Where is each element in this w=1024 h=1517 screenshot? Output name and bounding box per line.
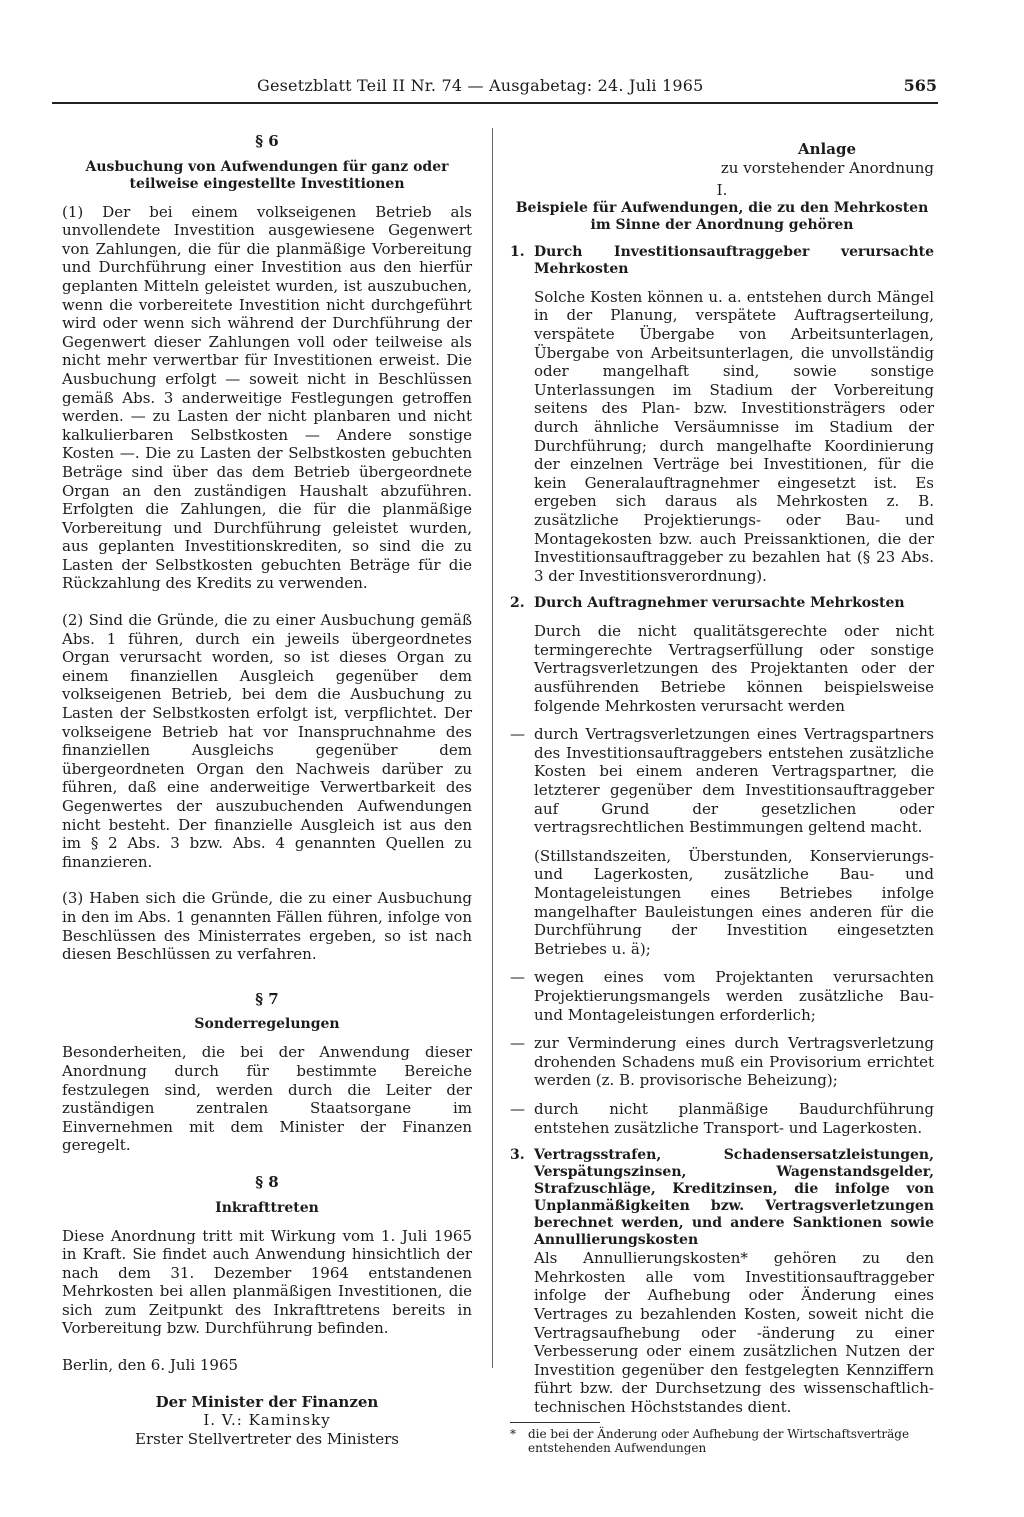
page-number: 565 (903, 76, 937, 95)
footnote-text: die bei der Änderung oder Aufhebung der Wirtschaftsverträge entstehenden Aufwendungen (528, 1427, 910, 1456)
section-6-number: § 6 (255, 132, 279, 150)
list-item (510, 725, 934, 837)
item-1-paragraph: Solche Kosten können u. a. entstehen durch Mängel in der Planung, verspätete Auftragserteilung, verspätete Übergabe von Arbeitsunterlagen, Übergabe von Arbeitsunterlagen, die unvollständig oder mangelhaft sind, sowie sonstige Unterlassungen im Stadium der Vorbereitung seitens des Plan- bzw. Investitionsträgers oder durch ähnliche Versäumnisse im Stadium der Durchführung; durch mangelhafte Koordinierung der einzelnen Verträge bei Investitionen, für die kein Generalauftragnehmer eingesetzt ist. Es ergeben sich daraus als Mehrkosten z. B. zusätzliche Projektierungs- oder Bau- und Montagekosten bzw. auch Preissanktionen, die der Investitionsauftraggeber zu bezahlen hat (§ 23 Abs. 3 der Investitionsverordnung). (534, 287, 934, 585)
left-column (62, 132, 472, 1448)
dash-item-4-text: durch nicht planmäßige Baudurchführung entstehen zusätzliche Transport- und Lagerkosten. (534, 1099, 934, 1137)
dash-item-3-text: zur Verminderung eines durch Vertragsverletzung drohenden Schadens muß ein Provisorium errichtet werden (z. B. provisorische Beheizung); (534, 1034, 934, 1090)
annex-subtitle: zu vorstehender Anordnung (720, 158, 934, 177)
list-item (510, 1034, 934, 1090)
section-6-paragraph-1: (1) Der bei einem volkseigenen Betrieb als unvollendete Investition ausgewiesene Gegenwert von Zahlungen, die für die planmäßige Vorbereitung und Durchführung einer Investition aus den hierfür geplanten Mitteln geleistet wurden, ist auszubuchen, wenn die vorbereitete Investition nicht durchgeführt wird oder wenn sich während der Durchführung der Gegenwert dieser Zahlungen voll oder teilweise als nicht mehr verwertbar für Investitionen erweist. Die Ausbuchung erfolgt — soweit nicht in Beschlüssen gemäß Abs. 3 anderweitige Festlegungen getroffen werden. — zu Lasten der nicht planbaren und nicht kalkulierbaren Selbstkosten — Andere sonstige Kosten —. Die zu Lasten der Selbstkosten gebuchten Beträge sind über das dem Betrieb übergeordnete Organ an den zuständigen Haushalt abzuführen. Erfolgten die Zahlungen, die für die planmäßige Vorbereitung und Durchführung geleistet wurden, aus geplanten Investitionskrediten, so sind die zu Lasten der Selbstkosten gebuchten Beträge für die Rückzahlung des Kredits zu verwenden. (62, 202, 472, 593)
dash-item-1-parenthetical: (Stillstandszeiten, Überstunden, Konservierungs- und Lagerkosten, zusätzliche Bau- und Montageleistungen eines Betriebes infolge mangelhafter Bauleistungen eines anderen für die Durchführung der Investition eingesetzten Betriebes u. ä); (534, 846, 934, 958)
dash-marker: — (510, 1034, 525, 1053)
item-1-number: 1. (510, 243, 525, 260)
section-6-title-line-2: teilweise eingestellte Investitionen (129, 175, 405, 192)
annex-title-line-1: Beispiele für Aufwendungen, die zu den Mehrkosten (515, 199, 929, 216)
annex-title: Anlage (798, 140, 856, 158)
signature-role: Erster Stellvertreter des Ministers (135, 1429, 399, 1448)
section-7-number: § 7 (255, 989, 279, 1008)
section-8-title: Inkrafttreten (215, 1199, 319, 1216)
item-2-number: 2. (510, 595, 525, 612)
footnote (510, 1427, 934, 1455)
item-3-paragraph: Als Annullierungskosten* gehören zu den Mehrkosten alle vom Investitionsauftraggeber infolge der Aufhebung oder Änderung eines Vertrages zu bezahlenden Kosten, soweit nicht die Vertragsaufhebung oder -änderung zu einer Verbesserung oder einem zusätzlichen Nutzen der Investition gegenüber den festgelegten Kennziffern führt bzw. der Durchsetzung des wissenschaftlich-technischen Höchststandes dient. (534, 1249, 934, 1416)
section-7-paragraph: Besonderheiten, die bei der Anwendung dieser Anordnung durch für bestimmte Bereiche festzulegen sind, werden durch die Leiter der zuständigen zentralen Staatsorgane im Einvernehmen mit dem Minister der Finanzen geregelt. (62, 1043, 472, 1155)
item-3-title: Vertragsstrafen, Schadensersatzleistungen, Verspätungszinsen, Wagenstandsgelder, Strafzuschläge, Kreditzinsen, die infolge von Unplanmäßigkeiten bzw. Vertragsverletzungen berechnet werden, und andere Sanktionen sowie Annullierungskosten (534, 1147, 934, 1249)
dash-marker: — (510, 1099, 525, 1118)
place-date: Berlin, den 6. Juli 1965 (62, 1356, 239, 1375)
item-1-heading (510, 244, 934, 278)
section-6-title-line-1: Ausbuchung von Aufwendungen für ganz oder (85, 158, 449, 175)
dash-item-2-text: wegen eines vom Projektanten verursachten Projektierungsmangels werden zusätzliche Bau- und Montageleistungen erforderlich; (534, 968, 934, 1024)
column-divider (492, 128, 493, 1368)
section-8-number: § 8 (255, 1172, 279, 1191)
signature-organ: Der Minister der Finanzen (155, 1392, 379, 1411)
header-rule (52, 102, 938, 104)
section-6-paragraph-3: (3) Haben sich die Gründe, die zu einer Ausbuchung in den im Abs. 1 genannten Fällen führen, infolge von Beschlüssen des Ministerrates ergeben, so ist nach diesen Beschlüssen zu verfahren. (62, 889, 472, 964)
list-item (510, 968, 934, 1024)
section-6-paragraph-2: (2) Sind die Gründe, die zu einer Ausbuchung gemäß Abs. 1 führen, durch ein jeweils übergeordnetes Organ verursacht worden, so ist dieses Organ zu einem finanziellen Ausgleich gegenüber dem volkseigenen Betrieb, bei dem die Ausbuchung zu Lasten der Selbstkosten erfolgt ist, verpflichtet. Der volkseigene Betrieb hat vor Inanspruchnahme des finanziellen Ausgleichs gegenüber dem übergeordneten Organ den Nachweis darüber zu führen, daß eine anderweitige Verwertbarkeit des Gegenwertes der auszubuchenden Aufwendungen nicht besteht. Der finanzielle Ausgleich ist aus den im § 2 Abs. 3 bzw. Abs. 4 genannten Quellen zu finanzieren. (62, 611, 472, 871)
dash-item-1-text: durch Vertragsverletzungen eines Vertragspartners des Investitionsauftraggebers entstehen zusätzliche Kosten bei einem anderen Vertragspartner, die letzterer gegenüber dem Investitionsauftraggeber auf Grund der gesetzlichen oder vertragsrechtlichen Bestimmungen geltend macht. (534, 725, 934, 837)
list-item (510, 1100, 934, 1137)
item-2-heading (510, 595, 934, 612)
section-7-title: Sonderregelungen (194, 1016, 340, 1033)
header-title: Gesetzblatt Teil II Nr. 74 — Ausgabetag: 24. Juli 1965 (257, 76, 704, 95)
footnote-marker: * (510, 1427, 516, 1442)
item-2-title: Durch Auftragnehmer verursachte Mehrkosten (534, 595, 905, 612)
signature-name: I. V.: Kaminsky (203, 1411, 331, 1430)
dash-marker: — (510, 968, 525, 987)
item-2-paragraph: Durch die nicht qualitätsgerechte oder nicht termingerechte Vertragserfüllung oder sonstige Vertragsverletzungen des Projektanten oder der ausführenden Betriebe können beispielsweise folgende Mehrkosten verursacht werden (534, 622, 934, 715)
dash-marker: — (510, 725, 525, 744)
section-8-paragraph: Diese Anordnung tritt mit Wirkung vom 1. Juli 1965 in Kraft. Sie findet auch Anwendung hinsichtlich der nach dem 31. Dezember 1964 entstandenen Mehrkosten bei allen planmäßigen Investitionen, die sich zum Zeitpunkt des Inkrafttretens bereits in Vorbereitung bzw. Durchführung befinden. (62, 1226, 472, 1338)
item-3-heading (510, 1147, 934, 1249)
item-3-number: 3. (510, 1147, 525, 1164)
right-column (510, 140, 934, 1455)
footnote-rule (510, 1422, 600, 1423)
annex-part-number: I. (716, 181, 728, 200)
annex-title-line-2: im Sinne der Anordnung gehören (590, 216, 854, 233)
item-1-title: Durch Investitionsauftraggeber verursachte Mehrkosten (534, 243, 934, 277)
